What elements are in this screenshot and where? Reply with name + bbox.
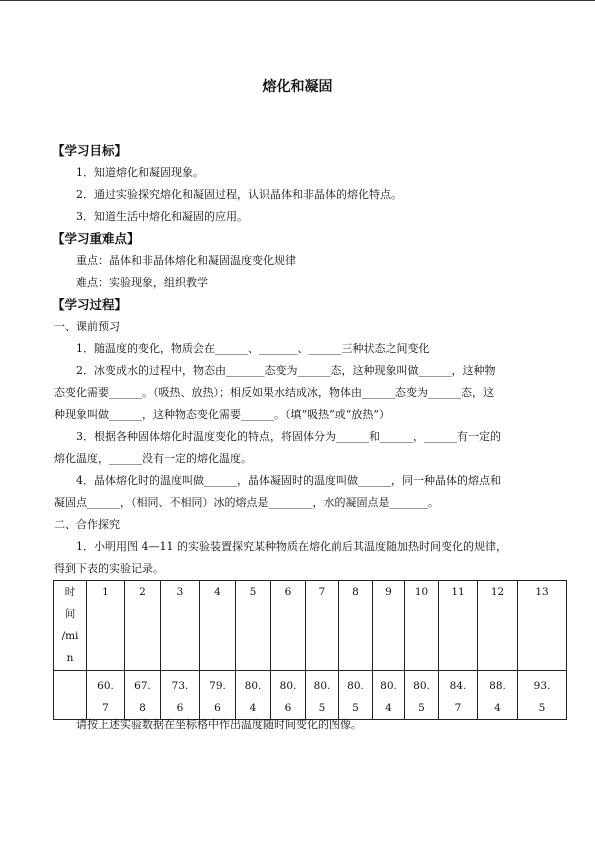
temp-part: 5 bbox=[538, 702, 546, 714]
question-4-line-1: 4．晶体熔化时的温度叫做______，晶体凝固时的温度叫做______，同一种晶体的熔点和 bbox=[76, 474, 501, 487]
temp-part: 80. bbox=[347, 680, 364, 692]
experiment-line-2: 得到下表的实验记录。 bbox=[54, 562, 164, 575]
temp-part: 7 bbox=[102, 702, 109, 714]
temp-part: 80. bbox=[244, 680, 262, 692]
question-2-line-1: 2．冰变成水的过程中，物态由_______态变为______态，这种现象叫做______，这种物 bbox=[76, 364, 496, 377]
temperature-row bbox=[54, 671, 567, 720]
question-3-line-1: 3．根据各种固体熔化时温度变化的特点，将固体分为______和______，______有一定的 bbox=[76, 430, 501, 443]
question-2-line-2: 态变化需要______。（吸热、放热）；相反如果水结成冰，物体由______态变为______态，这 bbox=[54, 386, 494, 399]
goal-3: 3．知道生活中熔化和凝固的应用。 bbox=[76, 210, 248, 223]
temp-part: 88. bbox=[489, 680, 506, 692]
time-cell: 6 bbox=[271, 581, 306, 671]
temp-part: 8 bbox=[139, 702, 146, 714]
key-point-1: 重点：晶体和非晶体熔化和凝固温度变化规律 bbox=[76, 254, 296, 267]
temp-part: 6 bbox=[284, 702, 292, 714]
temp-part: 6 bbox=[214, 702, 221, 714]
time-cell: 5 bbox=[236, 581, 271, 671]
header-line: 间 bbox=[64, 608, 76, 620]
temp-part: 5 bbox=[418, 702, 425, 714]
temperature-cell bbox=[439, 671, 478, 720]
temp-part: 4 bbox=[249, 702, 257, 714]
time-cell: 3 bbox=[161, 581, 200, 671]
process-heading: 【学习过程】 bbox=[52, 297, 128, 312]
question-4-line-2: 凝固点______，（相同、不相同）冰的熔点是________，水的凝固点是_______。 bbox=[54, 496, 439, 509]
after-table-instruction: 请按上述实验数据在坐标格中作出温度随时间变化的图像。 bbox=[76, 718, 362, 731]
temperature-cell bbox=[518, 671, 567, 720]
goals-heading: 【学习目标】 bbox=[52, 143, 128, 158]
key-point-2: 难点：实验现象，组织教学 bbox=[76, 276, 208, 289]
temperature-cell bbox=[306, 671, 339, 720]
temperature-cell bbox=[478, 671, 518, 720]
header-line: /mi bbox=[61, 630, 79, 642]
question-3-line-2: 熔化温度，______没有一定的熔化温度。 bbox=[54, 452, 252, 465]
temperature-cell bbox=[87, 671, 125, 720]
time-cell: 12 bbox=[478, 581, 518, 671]
time-header-cell bbox=[54, 581, 87, 671]
temperature-cell bbox=[125, 671, 161, 720]
part1-title: 一、课前预习 bbox=[54, 320, 120, 333]
time-row bbox=[54, 581, 567, 671]
temp-part: 6 bbox=[176, 702, 184, 714]
temperature-cell bbox=[200, 671, 236, 720]
time-cell: 8 bbox=[339, 581, 373, 671]
temperature-cell bbox=[161, 671, 200, 720]
temp-part: 80. bbox=[279, 680, 297, 692]
temp-part: 67. bbox=[134, 680, 151, 692]
temperature-header-cell bbox=[54, 671, 87, 720]
temperature-cell bbox=[236, 671, 271, 720]
temperature-cell bbox=[373, 671, 405, 720]
question-1: 1．随温度的变化，物质会在______、_______、______三种状态之间变化 bbox=[76, 342, 430, 355]
time-cell: 4 bbox=[200, 581, 236, 671]
question-2-line-3: 种现象叫做______，这种物态变化需要______。（填“吸热”或“放热”） bbox=[54, 408, 390, 421]
goal-1: 1．知道熔化和凝固现象。 bbox=[76, 166, 204, 179]
temperature-cell bbox=[405, 671, 439, 720]
header-line: n bbox=[66, 652, 74, 664]
temp-part: 93. bbox=[533, 680, 551, 692]
temp-part: 84. bbox=[449, 680, 467, 692]
temp-part: 73. bbox=[171, 680, 189, 692]
part2-title: 二、合作探究 bbox=[54, 518, 120, 531]
header-line: 时 bbox=[64, 586, 76, 598]
temperature-cell bbox=[271, 671, 306, 720]
temp-part: 5 bbox=[352, 702, 359, 714]
temp-part: 80. bbox=[380, 680, 397, 692]
experiment-line-1: 1．小明用图 4—11 的实验装置探究某种物质在熔化前后其温度随加热时间变化的规律， bbox=[76, 540, 507, 553]
temp-part: 4 bbox=[385, 702, 392, 714]
time-cell: 11 bbox=[439, 581, 478, 671]
temp-part: 79. bbox=[209, 680, 226, 692]
page-title: 熔化和凝固 bbox=[262, 79, 333, 95]
temp-part: 60. bbox=[97, 680, 114, 692]
time-cell: 7 bbox=[306, 581, 339, 671]
time-cell: 1 bbox=[87, 581, 125, 671]
time-cell: 9 bbox=[373, 581, 405, 671]
temperature-cell bbox=[339, 671, 373, 720]
time-cell: 13 bbox=[518, 581, 567, 671]
temp-part: 5 bbox=[318, 702, 326, 714]
time-cell: 2 bbox=[125, 581, 161, 671]
goal-2: 2．通过实验探究熔化和凝固过程，认识晶体和非晶体的熔化特点。 bbox=[76, 188, 402, 201]
temp-part: 4 bbox=[494, 702, 501, 714]
key-heading: 【学习重难点】 bbox=[52, 231, 140, 246]
time-cell: 10 bbox=[405, 581, 439, 671]
temp-part: 7 bbox=[454, 702, 462, 714]
temp-part: 80. bbox=[313, 680, 331, 692]
data-table bbox=[53, 580, 567, 720]
temp-part: 80. bbox=[413, 680, 430, 692]
